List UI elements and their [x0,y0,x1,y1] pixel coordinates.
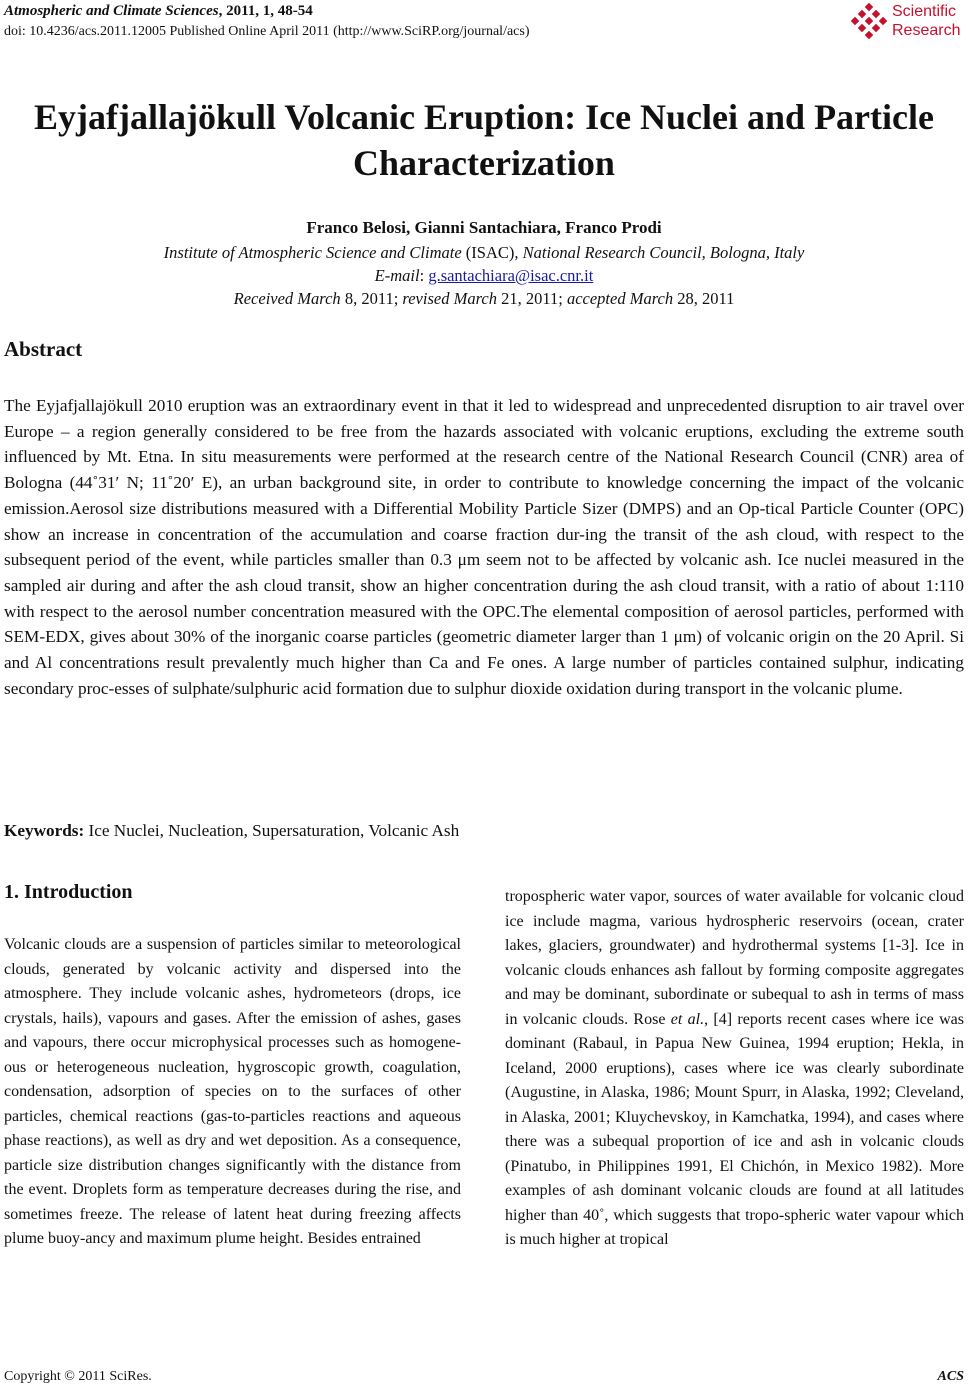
paper-title: Eyjafjallajökull Volcanic Eruption: Ice Nuclei and Particle Characterization [34,97,934,183]
abstract-text: The Eyjafjallajökull 2010 eruption was an extraordinary event in that it led to widespread and unprecedented disruption to air travel over Europe – a region generally considered to be free from the hazards associated with volcanic eruptions, excluding the extreme south influenced by Mt. Etna. In situ measurements were performed at the research centre of the National Research Council (CNR) area of Bologna (44˚31′ N; 11˚20′ E), an urban background site, in order to contribute to knowledge concerning the impact of the volcanic emission.Aerosol size distributions measured with a Differential Mobility Particle Sizer (DMPS) and an Op-tical Particle Counter (OPC) show an increase in concentration of the accumulation and coarse fraction dur-ing the transit of the ash cloud, with respect to the subsequent period of the event, while particles smaller than 0.3 μm seem not to be affected by volcanic ash. Ice nuclei measured in the sampled air during and after the ash cloud transit, show an higher concentration during the ash cloud transit, with a ratio of about 1:110 with respect to the aerosol number concentration measured with the OPC.The elemental composition of aerosol particles, performed with SEM-EDX, gives about 30% of the inorganic coarse particles (geometric diameter larger than 1 μm) of volcanic origin on the 20 April. Si and Al concentrations result prevalently much higher than Ca and Fe ones. A large number of particles contained sulphur, indicating secondary proc-esses of sulphate/sulphuric acid formation due to sulphur dioxide oxidation during transport in the volcanic plume. [4,396,964,698]
footer-journal-abbr: ACS [937,1369,964,1384]
affiliation [0,243,968,263]
journal-citation [4,3,313,20]
accepted-label: accepted March [566,289,674,308]
footer-copyright: Copyright © 2011 SciRes. [4,1369,152,1384]
intro-heading: 1. Introduction [4,881,133,903]
revised-date: 21, 2011; [496,289,567,308]
scientific-research-logo-icon [850,2,890,42]
journal-name: Atmospheric and Climate Sciences [4,3,219,19]
email-line: E-mail: g.santachiara@isac.cnr.it [374,266,594,285]
intro-right-etal: et al. [670,1010,705,1028]
dates-line [0,289,968,309]
logo-text [892,2,960,40]
intro-right-column [505,885,964,1253]
keywords-text: Ice Nuclei, Nucleation, Supersaturation, Volcanic Ash [84,821,460,840]
keywords [4,821,459,841]
affiliation-institute: Institute of Atmospheric Science and Climate [163,243,462,262]
logo-line1: Scientific [892,3,957,20]
intro-left-column: Volcanic clouds are a suspension of particles similar to meteorological clouds, generated by volcanic activity and dispersed into the atmosphere. They include volcanic ashes, hydrometeors (drops, ice crystals, hails), vapours and gases. After the emission of ashes, gases and vapours, there occur microphysical processes such as homogene-ous or heterogeneous nucleation, hygroscopic growth, coagulation, condensation, adsorption of species on to the surfaces of other particles, chemical reactions (gas-to-particles reactions and aqueous phase reactions), as well as dry and wet deposition. As a consequence, particle size distribution changes significantly with the distance from the event. Droplets form as temperature decreases during the rise, and sometimes freeze. The release of latent heat during freezing affects plume buoy-ancy and maximum plume height. Besides entrained [4,936,461,1247]
affiliation-abbr: (ISAC) [461,243,515,262]
volume-info: , 2011, 1, 48-54 [218,3,313,19]
doi-line: doi: 10.4236/acs.2011.12005 Published Online April 2011 (http://www.SciRP.org/journal/acs) [4,24,530,39]
email-label: E-mail [374,266,420,285]
publisher-logo[interactable] [850,2,968,44]
abstract-heading: Abstract [4,337,83,361]
accepted-date: 28, 2011 [673,289,735,308]
affiliation-location: , National Research Council, Bologna, Italy [514,243,805,262]
intro-right-text-a: tropospheric water vapor, sources of water available for volcanic cloud ice include magma, various hydrospheric reservoirs (ocean, crater lakes, glaciers, groundwater) and hydrothermal systems [1-3]. Ice in volcanic clouds enhances ash fallout by forming composite aggregates and may be dominant, subordinate or subequal to ash in terms of mass in volcanic clouds. Rose [505,888,964,1028]
logo-line2: Research [892,22,961,39]
received-label: Received March [233,289,341,308]
received-date: 8, 2011; [340,289,403,308]
revised-label: revised March [402,289,497,308]
keywords-label: Keywords: [4,821,85,840]
intro-right-text-b: , [4] reports recent cases where ice was dominant (Rabaul, in Papua New Guinea, 1994 eruption; Hekla, in Iceland, 2000 eruptions), cases where ice was clearly subordinate (Augustine, in Alaska, 1986; Mount Spurr, in Alaska, 1992; Cleveland, in Alaska, 2001; Kluychevskoy, in Kamchatka, 1994), and cases where there was a subequal proportion of ice and ash in volcanic clouds (Pinatubo, in Philippines 1991, El Chichón, in Mexico 1982). More examples of ash dominant volcanic clouds are found at all latitudes higher than 40˚, which suggests that tropo-spheric water vapour which is much higher at tropical [505,1010,964,1248]
email-link[interactable]: g.santachiara@isac.cnr.it [428,266,594,285]
authors: Franco Belosi, Gianni Santachiara, Franco Prodi [306,218,662,237]
